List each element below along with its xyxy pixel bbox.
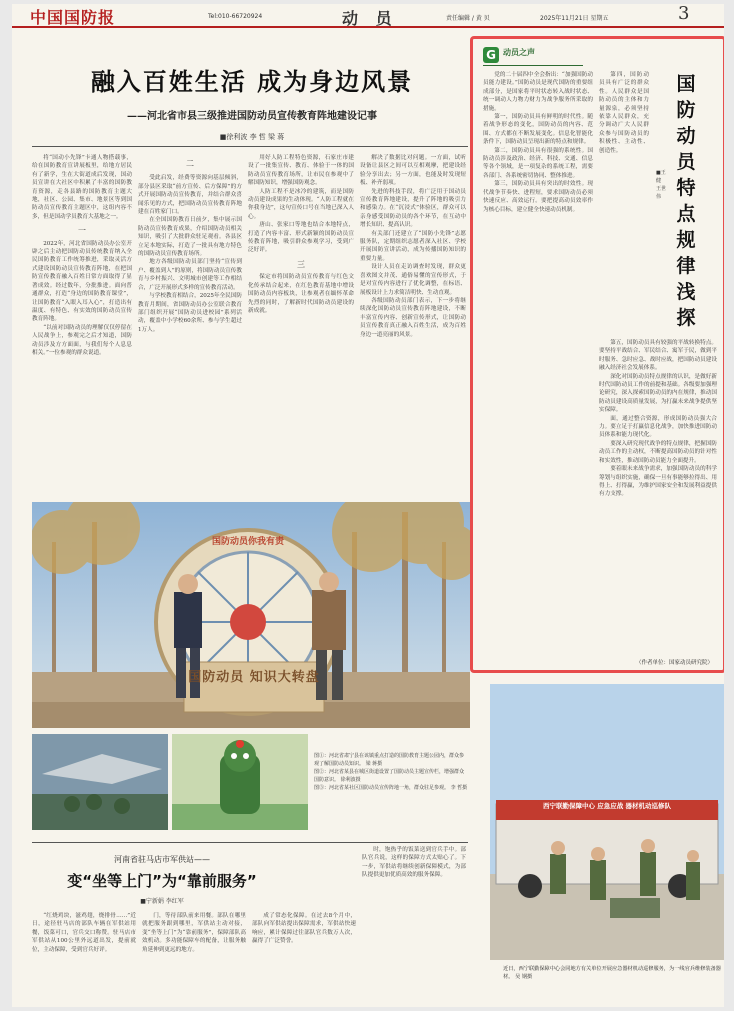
paragraph: 各级国防动员部门表示，下一步将继续深化国防动员宣传教育阵地建设，不断丰富宣传内容、创新宣传形式，让国防动员宣传教育真正融入百姓生活，成为百姓身边一道亮丽的风景。: [360, 297, 466, 338]
lead-headline: 融入百姓生活 成为身边风景: [90, 68, 414, 96]
bottom-kicker: 河南省驻马店市军供站——: [114, 855, 210, 864]
paragraph: 时，饱热乎的饭菜送到官兵手中。部队官兵说，这样的保障方式太贴心了。下一步，军供站将继续创新保障模式，为部队提供更加优质高效的服务保障。: [362, 847, 466, 879]
paragraph: 党的二十届四中全会指出：“加强国防动员能力建设。”国防动员是现代国防的重要组成部分，是国家将平时状态转入战时状态、统一调动人力物力财力为战争服务所采取的措施。: [483, 72, 593, 112]
photo-small-2: [172, 734, 308, 830]
banner-text: 西宁联勤保障中心 应急应战 器材机动巡修队: [542, 802, 672, 810]
paragraph: 解决了数据比对问题。一方面，试听设备让县区之间可以互相观摩，把建设经验分享出去；另一方面，也能及时发现短板、补齐弱项。: [360, 155, 466, 187]
commentary-box: [470, 36, 724, 673]
right-photo-caption: 近日，西宁联勤保障中心会同地方有关单位开展应急器材机动巡修服务，为一线官兵维修装备器材。 吴 钢摄: [503, 966, 721, 980]
section-marker: 一: [78, 226, 86, 236]
paragraph: 第四，国防动员具有广泛的群众性。人民群众是国防动员的主体和力量源泉，必须坚持依靠人民群众，充分调动广大人民群众参与国防动员的积极性、主动性、创造性。: [599, 72, 649, 154]
paragraph: 要着眼未来战争需求，加强国防动员的科学筹划与组织实施，确保一旦有事能够拉得出、用得上、打得赢，为维护国家安全和发展利益提供有力支撑。: [599, 466, 717, 498]
commentary-column-3: [599, 339, 717, 649]
right-photo: [490, 684, 724, 960]
paragraph: 先进的科技手段，将广泛用于国动员宣传教育阵地建设，提升了阵地的吸引力和感染力。在“沉浸式”体验区，群众可以亲身感受国防动员的各个环节，在互动中增长知识、提高认识。: [360, 188, 466, 229]
paragraph: 第五，国防动员具有较强的平战转换特点。要坚持平战结合、军民结合、寓军于民，做到平时服务、急时应急、战时应战，把国防动员建设融入经济社会发展体系。: [599, 340, 717, 372]
bottom-column-1: [32, 912, 136, 1004]
masthead: [12, 4, 724, 28]
paragraph: 第三，国防动员具有突出的时效性。现代战争节奏快、进程短，要求国防动员必须快速反应、高效运行。要把提高动员效率作为核心目标，建立健全快速动员机制。: [483, 181, 593, 213]
commentary-title: 国防动员特点规律浅探: [676, 73, 696, 329]
editor-credit: 责任编辑 / 黄 贝: [446, 15, 490, 22]
paragraph: 深化对国防动员特点规律的认识，是做好新时代国防动员工作的前提和基础。各级要加强理论研究，深入探索国防动员的内在规律，推动国防动员建设高质量发展，为打赢未来战争提供坚实保障。: [599, 373, 717, 414]
paragraph: 设计人员在走访调查时发现，群众更喜欢图文并茂、通俗易懂的宣传形式，于是对宣传内容进行了优化调整，在标语、展板设计上力求简洁明快、生动直观。: [360, 264, 466, 296]
lead-byline: ■徐利波 李 哲 梁 蒋: [219, 133, 285, 141]
lead-column-2: [138, 154, 242, 494]
paragraph: 有关部门还建立了“国防小先锋”志愿服务队，定期组织志愿者深入社区、学校开展国防宣讲活动，成为传播国防知识的重要力量。: [360, 230, 466, 262]
newspaper-logo: 中国国防报: [30, 8, 116, 27]
lead-column-3: [248, 154, 354, 494]
divider: [483, 65, 583, 66]
bottom-headline: 变“坐等上门”为“靠前服务”: [67, 872, 257, 890]
paragraph: 受此启发，经费等资源向基层倾斜，部分县区采取“前方宣传、后方保障”的方式开展国防动员宣传教育，并结合群众喜闻乐见的方式，把国防动员宣传教育阵地建在百姓家门口。: [138, 175, 242, 216]
paragraph: 将“国动小先锋”卡通人物搭载事，给在国防教育宣讲展板里，给地方居民有了新学，生在大街道成后发现，国动员宣讲在大社区中积累了丰富的国防教育资源，走各县路的国防教育主题大地，社区、公园、集市、地景区等到国防动员宣传教育主题区中，这组内容不多，但是国动学员教育大基地之一。: [32, 155, 132, 220]
divider: [32, 146, 468, 147]
main-photo: [32, 502, 470, 728]
paragraph: “以前对国防动员的理解仅仅停留在人民战争上，参观完之后才知道，国防动员涉及方方面面，与我们每个人息息相关。”一位参观的群众说道。: [32, 324, 132, 356]
main-photo-captions: [314, 752, 468, 792]
photo-sign-text: 国防动员你我有责: [211, 537, 284, 547]
paragraph: 2022年，河北省国防动员办公室开辟之后主动把国防动员传统教育纳入全民国防教育工作统筹推进，采取灵活方式建设国防动员宣传教育阵地，在把国防宣传教育融入百姓日常方面取得了显著成效。经过数年，分批推进。面向普通群众，打造“身边的国防教育课堂”，让国防教育“入眼入耳入心”，打造出有温度、有特色、有实效的国防动员宣传教育阵地。: [32, 240, 132, 323]
paragraph: 保定市将国防动员宣传教育与红色文化传承结合起来，在红色教育基地中增设国防动员内容板块，让参观者在缅怀革命先烈的同时，了解新时代国防动员建设的新成就。: [248, 274, 354, 314]
paragraph: 在全国国防教育日前夕，集中展示国防动员宣传教育成果，介绍国防动员相关知识，吸引了大批群众驻足观看。各县区立足本地实际，打造了一批具有地方特色的国防动员宣传教育场所。: [138, 217, 242, 258]
page-number: 3: [678, 4, 690, 24]
paragraph: 唐山、张家口等地也结合本地特点，打造了内容丰富、形式新颖的国防动员宣传教育阵地，吸引群众参观学习，受到广泛好评。: [248, 222, 354, 254]
bottom-byline: ■宁新娟 李红军: [140, 898, 184, 905]
paragraph: 人防工程不是冰冷的建筑，而是国防动员建设成果的生动体现。“人防工程就在你我身边”，这句宣传口号在当地已深入人心。: [248, 188, 354, 220]
section-marker: 二: [186, 159, 194, 168]
section-marker: 三: [297, 259, 305, 269]
phone-number: Tel:010-66720924: [208, 13, 263, 20]
paragraph: 用好人防工程特色资源，石家庄市建设了一批集宣传、教育、体验于一体的国防动员宣传教育场所，让市民在参观中了解国防知识，增强国防观念。: [248, 155, 354, 187]
issue-date: 2025年11月21日 星期五: [540, 15, 609, 22]
paragraph: 要深入研究现代战争的特点规律，把握国防动员工作的主动权，不断提高国防动员的针对性和实效性，推动国防动员能力全面提升。: [599, 440, 717, 464]
paragraph: “红烧鸡块，滋鸡翅，烧排骨……”近日，途径驻马店的部队车辆在军供站用餐，饭菜可口，官兵交口称赞。驻马店市军供站从100公里外远道出发，提前就位，主动保障，受到官兵好评。: [32, 913, 136, 953]
author-unit: （作者单位：国家动员研究院）: [635, 660, 713, 666]
paragraph: 面，通过整合资源，形成国防动员强大合力。要立足于打赢信息化战争，加快推进国防动员体系和能力现代化。: [599, 415, 717, 439]
bottom-column-4: [362, 846, 466, 1004]
commentary-column-1: [483, 71, 593, 661]
caption: 图①：河北省肃宁县在该镇重点打造的国防教育主题公园内，群众参观了解国防动员知识。 梁 蒋摄: [314, 753, 465, 767]
column-label: 动员之声: [503, 48, 535, 57]
lead-column-1: [32, 154, 132, 494]
paragraph: 与学校教育相结合，2025年全民国防教育月期间，省国防动员办公室联合教育部门组织开展“国防动员进校园”系列活动，覆盖中小学校60余所、参与学生超过1万人。: [138, 293, 242, 333]
commentary-column-2: [599, 71, 649, 291]
caption: 图②：河北省某县在城区街道设置了国防动员主题宣传栏，增强群众国防意识。 徐利波摄: [314, 769, 465, 783]
photo-base-text: 国防动员 知识大转盘: [188, 670, 320, 685]
commentary-byline: ■王 健 王世伟: [656, 170, 667, 200]
newspaper-page: [12, 4, 724, 1007]
section-name: 动 员: [342, 9, 398, 28]
lead-column-4: [360, 154, 466, 494]
bottom-column-3: [252, 912, 356, 1004]
voice-logo-icon: G: [483, 47, 499, 63]
lead-subheadline: ——河北省市县三级推进国防动员宣传教育阵地建设记事: [127, 111, 377, 122]
bottom-column-2: [142, 912, 246, 1004]
paragraph: 门，等待部队前来用餐。部队在哪里就把服务跟到哪里，军供站主动对接，变“坐等上门”为“靠前服务”，保障部队高效机动。多功能保障车的配备，让服务触角延伸到更远的地方。: [142, 913, 246, 953]
paragraph: 成了常态化保障。在过去8个月中，部队向军供站提出保障需求，军供站快速响应，累计保障过往部队官兵数万人次，赢得了广泛赞誉。: [252, 913, 356, 945]
photo-small-1: [32, 734, 168, 830]
caption: 图③：河北省某社区国防动员宣传阵地一角，群众驻足参观。 李 哲摄: [314, 785, 468, 791]
paragraph: 第二，国防动员具有很强的系统性。国防动员涉及政治、经济、科技、交通、信息等各个领域，是一项复杂的系统工程，需要各部门、各系统密切协同、整体推进。: [483, 147, 593, 179]
paragraph: 地方各级国防动员部门坚持“宣传到户、覆盖到人”的原则，将国防动员宣传教育与乡村振兴、文明城市创建等工作相结合，广泛开展形式多样的宣传教育活动。: [138, 259, 242, 291]
divider: [32, 842, 468, 843]
paragraph: 第一，国防动员具有鲜明的时代性。随着战争形态的变化，国防动员的内容、范围、方式都在不断发展变化。信息化智能化条件下，国防动员呈现出新的特点和规律。: [483, 114, 593, 146]
